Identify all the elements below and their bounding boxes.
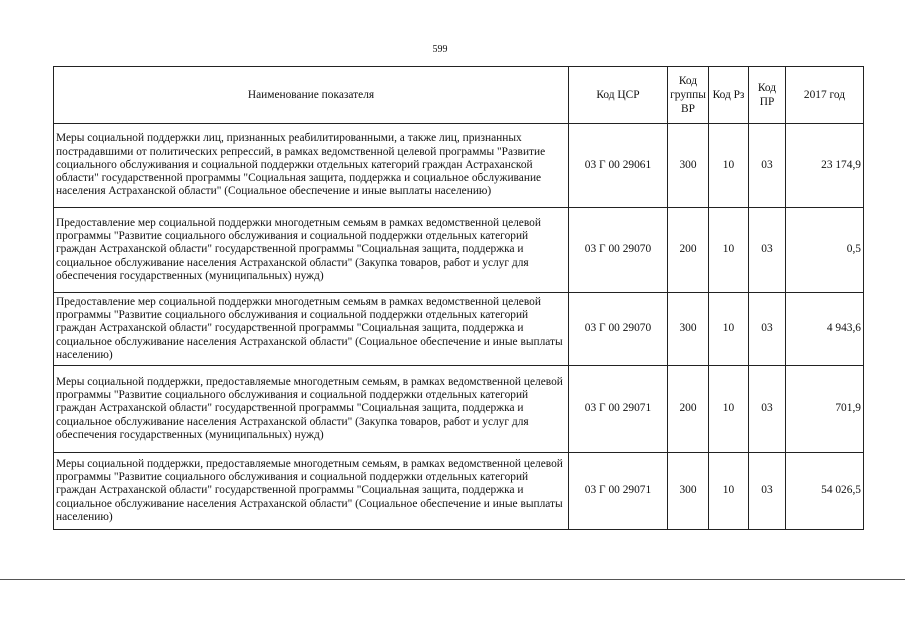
row-vr: 300 [668,124,709,208]
row-name: Предоставление мер социальной поддержки многодетным семьям в рамках ведомственной целевой программы "Развитие социального обслуживания и социальной поддержки отдельных категорий граждан Астраханской области" государственной программы "Социальная защита, поддержка и социальное обслуживание населения Астраханской области" (Социальное обеспечение и иные выплаты населению) [54,293,569,366]
row-pr: 03 [749,366,786,453]
row-pr: 03 [749,124,786,208]
row-vr: 300 [668,453,709,530]
row-csr: 03 Г 00 29070 [569,293,668,366]
row-vr: 200 [668,366,709,453]
row-rz: 10 [709,208,749,293]
row-rz: 10 [709,366,749,453]
row-name: Меры социальной поддержки, предоставляемые многодетным семьям, в рамках ведомственной целевой программы "Развитие социального обслуживания и социальной поддержки отдельных категорий граждан Астраханской области" государственной программы "Социальная защита, поддержка и социальное обслуживание населения Астраханской области" (Закупка товаров, работ и услуг для обеспечения государственных (муниципальных) нужд) [54,366,569,453]
row-amount: 23 174,9 [786,124,864,208]
row-pr: 03 [749,453,786,530]
table-row [54,366,864,453]
row-csr: 03 Г 00 29071 [569,453,668,530]
row-vr: 200 [668,208,709,293]
row-amount: 701,9 [786,366,864,453]
row-name: Меры социальной поддержки, предоставляемые многодетным семьям, в рамках ведомственной целевой программы "Развитие социального обслуживания и социальной поддержки отдельных категорий граждан Астраханской области" государственной программы "Социальная защита, поддержка и социальное обслуживание населения Астраханской области" (Социальное обеспечение и иные выплаты населению) [54,453,569,530]
page-divider [0,579,905,580]
header-csr: Код ЦСР [569,67,668,124]
row-rz: 10 [709,293,749,366]
row-rz: 10 [709,453,749,530]
row-name: Меры социальной поддержки лиц, признанных реабилитированными, а также лиц, признанных пострадавшими от политических репрессий, в рамках ведомственной целевой программы "Развитие социального обслуживания и социальной поддержки отдельных категорий граждан Астраханской области" государственной программы "Социальная защита, поддержка и социальное обслуживание населения Астраханской области" (Социальное обеспечение и иные выплаты населению) [54,124,569,208]
row-amount: 0,5 [786,208,864,293]
row-vr: 300 [668,293,709,366]
budget-table [53,66,864,530]
table-row [54,124,864,208]
row-name: Предоставление мер социальной поддержки многодетным семьям в рамках ведомственной целевой программы "Развитие социального обслуживания и социальной поддержки отдельных категорий граждан Астраханской области" государственной программы "Социальная защита, поддержка и социальное обслуживание населения Астраханской области" (Закупка товаров, работ и услуг для обеспечения государственных (муниципальных) нужд) [54,208,569,293]
page-number: 599 [432,44,448,55]
table-row [54,208,864,293]
row-rz: 10 [709,124,749,208]
row-csr: 03 Г 00 29070 [569,208,668,293]
row-amount: 54 026,5 [786,453,864,530]
table-row [54,293,864,366]
row-amount: 4 943,6 [786,293,864,366]
header-year: 2017 год [786,67,864,124]
table-row [54,453,864,530]
row-pr: 03 [749,293,786,366]
row-pr: 03 [749,208,786,293]
row-csr: 03 Г 00 29061 [569,124,668,208]
header-vr: Код группы ВР [668,67,709,124]
table-header-row [54,67,864,124]
header-rz: Код Рз [709,67,749,124]
header-name: Наименование показателя [54,67,569,124]
row-csr: 03 Г 00 29071 [569,366,668,453]
header-pr: Код ПР [749,67,786,124]
